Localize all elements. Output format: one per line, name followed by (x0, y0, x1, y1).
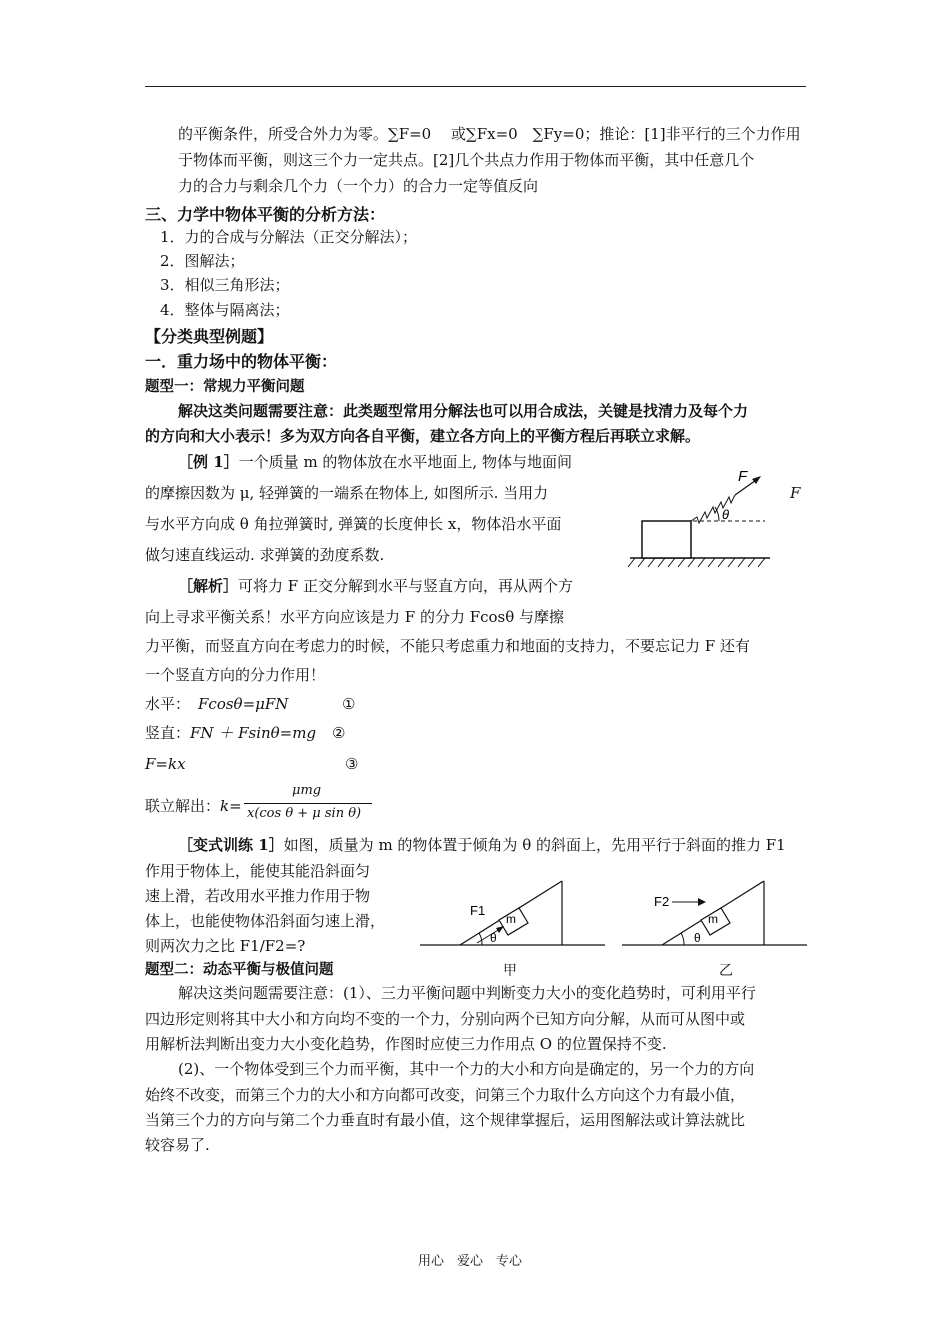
method-1: 1．力的合成与分解法（正交分解法）； (160, 228, 418, 246)
example1-side-label: F (790, 484, 801, 502)
analysis-line-4: 一个竖直方向的分力作用！ (145, 666, 326, 684)
type1-title: 题型一：常规力平衡问题 (145, 379, 305, 395)
spring-block-figure (625, 455, 775, 575)
variant1-line-5: 则两次力之比 F1/F2=? (145, 937, 306, 955)
variant1-line-1 (178, 832, 786, 858)
figure-b-caption: 乙 (719, 963, 733, 979)
header-rule (145, 86, 806, 87)
analysis-line-3: 力平衡，而竖直方向在考虑力的时候，不能只考虑重力和地面的支持力，不要忘记力 F 还有 (145, 637, 750, 655)
figure-a-caption: 甲 (503, 963, 517, 979)
angle-label: θ (490, 931, 497, 945)
push-arrowhead (496, 926, 504, 933)
solution-numerator: μmg (292, 783, 322, 798)
type1-note-line-1: 解决这类问题需要注意：此类题型常用分解法也可以用合成法，关键是找清力及每个力 (178, 402, 749, 420)
mass-label: m (506, 912, 516, 926)
equation-3-expr: F=kx (145, 755, 186, 773)
analysis-line-1 (178, 573, 573, 599)
example1-line-2: 的摩擦因数为 μ, 轻弹簧的一端系在物体上, 如图所示. 当用力 (145, 484, 549, 502)
type1-note-line-2: 的方向和大小表示！多为双方向各自平衡，建立各方向上的平衡方程后再联立求解。 (145, 427, 701, 445)
type2-line-3: 用解析法判断出变力大小变化趋势，作图时应使三力作用点 O 的位置保持不变. (145, 1035, 667, 1053)
section3-title: 三、力学中物体平衡的分析方法： (145, 205, 386, 224)
analysis-line-2: 向上寻求平衡关系！水平方向应该是力 F 的分力 Fcosθ 与摩擦 (145, 608, 565, 626)
angle-label: θ (694, 931, 701, 945)
type2-line-2: 四边形定则将其中大小和方向均不变的一个力，分别向两个已知方向分解，从而可从图中或 (145, 1010, 746, 1028)
block (642, 521, 691, 558)
examples-header: 【分类典型例题】 (145, 327, 274, 346)
fraction-bar (244, 803, 372, 804)
example1-line-1 (178, 449, 572, 475)
equation-1-label: 水平： (145, 695, 191, 713)
ground-hatch (628, 558, 765, 567)
solution-lhs: k= (220, 797, 242, 815)
force-label: F1 (470, 903, 486, 918)
equation-2 (145, 720, 316, 746)
example1-line-4: 做匀速直线运动. 求弹簧的劲度系数. (145, 546, 385, 564)
variant1-tag: ［变式训练 1］ (178, 836, 284, 854)
equation-3-number: ③ (345, 755, 359, 773)
method-3: 3．相似三角形法； (160, 276, 290, 294)
angle-arc (681, 933, 684, 945)
variant1-line-2: 作用于物体上，能使其能沿斜面匀 (145, 862, 371, 880)
method-2: 2．图解法； (160, 252, 245, 270)
method-4: 4．整体与隔离法； (160, 301, 290, 319)
example1-tag: ［例 1］ (178, 453, 239, 471)
force-label: F2 (654, 894, 670, 909)
variant1-line-3: 速上滑，若改用水平推力作用于物 (145, 887, 371, 905)
intro-line-3: 力的合力与剩余几个力（一个力）的合力一定等值反向 (178, 177, 539, 195)
solution-label: 联立解出：k= (145, 797, 242, 815)
equation-2-expr: FN ＋ Fsinθ=mg (190, 724, 317, 742)
equation-1-number: ① (342, 695, 356, 713)
example1-line-3: 与水平方向成 θ 角拉弹簧时, 弹簧的长度伸长 x，物体沿水平面 (145, 515, 562, 533)
incline-figure-b (622, 875, 812, 950)
equation-2-label: 竖直： (145, 724, 191, 742)
mass-label: m (708, 912, 718, 926)
type2-line-5: 始终不改变，而第三个力的大小和方向都可改变，问第三个力取什么方向这个力有最小值， (145, 1086, 746, 1104)
type2-line-7: 较容易了. (145, 1136, 210, 1154)
example1-text-1: 一个质量 m 的物体放在水平地面上, 物体与地面间 (238, 453, 572, 471)
force-arrowhead (752, 476, 761, 484)
equation-1 (145, 691, 288, 717)
intro-line-2: 于物体而平衡，则这三个力一定共点。[2]几个共点力作用于物体而平衡，其中任意几个 (178, 151, 755, 169)
variant1-text-1: 如图，质量为 m 的物体置于倾角为 θ 的斜面上，先用平行于斜面的推力 F1 (283, 836, 786, 854)
angle-arc (479, 933, 482, 945)
force-label: F (738, 468, 748, 485)
incline-figure-a (420, 875, 610, 950)
analysis-tag: ［解析］ (178, 577, 239, 595)
equation-1-expr: Fcosθ=μFN (198, 695, 289, 713)
angle-label: θ (722, 507, 730, 522)
intro-line-1: 的平衡条件，所受合外力为零。∑F=0 或∑Fx=0 ∑Fy=0；推论：[1]非平行的三个力作用 (178, 125, 801, 143)
push-arrowhead (698, 898, 706, 906)
equation-2-number: ② (332, 724, 346, 742)
part1-title: 一．重力场中的物体平衡： (145, 352, 338, 371)
type2-line-6: 当第三个力的方向与第二个力垂直时有最小值，这个规律掌握后，运用图解法或计算法就比 (145, 1111, 746, 1129)
page-footer: 用心 爱心 专心 (418, 1254, 523, 1269)
variant1-line-4: 体上，也能使物体沿斜面匀速上滑， (145, 912, 386, 930)
type2-line-1: 解决这类问题需要注意：(1）、三力平衡问题中判断变力大小的变化趋势时，可利用平行 (178, 984, 756, 1002)
type2-line-4: (2)、一个物体受到三个力而平衡，其中一个力的大小和方向是确定的，另一个力的方向 (178, 1060, 755, 1078)
analysis-text-1: 可将力 F 正交分解到水平与竖直方向，再从两个方 (238, 577, 573, 595)
type2-title: 题型二：动态平衡与极值问题 (145, 962, 334, 978)
solution-denominator: x(cos θ + μ sin θ) (247, 806, 362, 821)
